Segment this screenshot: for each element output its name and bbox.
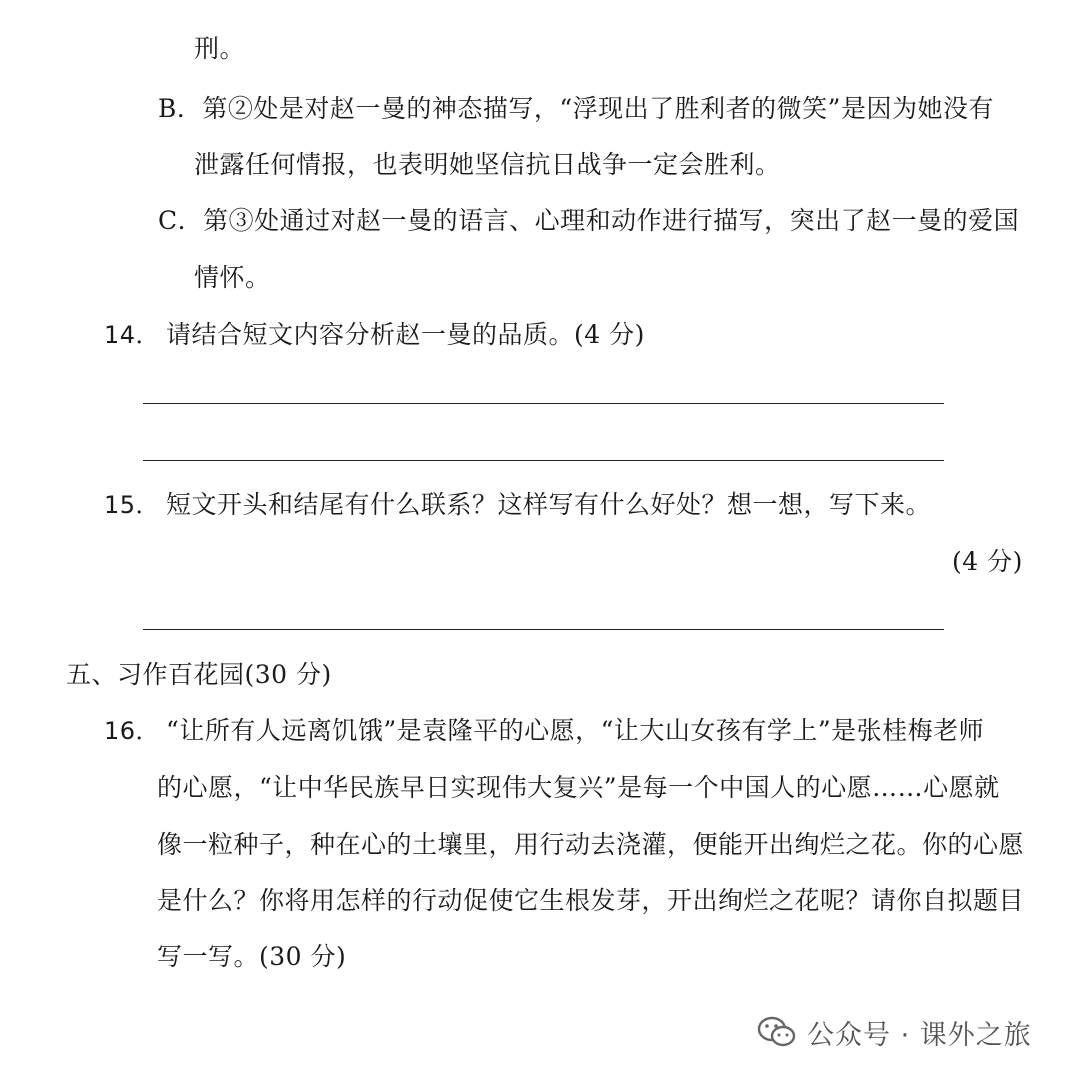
answer-line-15-1 [143, 629, 944, 630]
option-b-line1: 第②处是对赵一曼的神态描写，“浮现出了胜利者的微笑”是因为她没有 [202, 94, 994, 123]
watermark [757, 1012, 1032, 1052]
option-a-tail: 刑。 [194, 34, 246, 63]
section-5-title: 五、习作百花园(30 分) [66, 660, 332, 689]
option-c-line2: 情怀。 [194, 263, 271, 292]
answer-line-14-2 [143, 460, 944, 461]
option-b-line2: 泄露任何情报，也表明她坚信抗日战争一定会胜利。 [194, 150, 781, 179]
question-14-text: 请结合短文内容分析赵一曼的品质。(4 分) [166, 320, 645, 349]
question-16 [104, 714, 984, 748]
wechat-icon [757, 1015, 797, 1049]
question-16-number: 16． [104, 717, 161, 745]
question-15 [104, 488, 931, 522]
question-16-line2: 的心愿，“让中华民族早日实现伟大复兴”是每一个中国人的心愿……心愿就 [157, 773, 1000, 802]
answer-line-14-1 [143, 403, 944, 404]
option-b [158, 92, 994, 126]
question-16-line5: 写一写。(30 分) [157, 942, 347, 971]
question-16-line1: “让所有人远离饥饿”是袁隆平的心愿，“让大山女孩有学上”是张桂梅老师 [166, 716, 985, 745]
question-15-score: (4 分) [952, 547, 1023, 576]
watermark-text: 公众号 · 课外之旅 [807, 1019, 1032, 1051]
option-c-line1: 第③处通过对赵一曼的语言、心理和动作进行描写，突出了赵一曼的爱国 [203, 206, 1020, 235]
question-16-line3: 像一粒种子，种在心的土壤里，用行动去浇灌，便能开出绚烂之花。你的心愿 [157, 830, 1025, 859]
question-15-text: 短文开头和结尾有什么联系？这样写有什么好处？想一想，写下来。 [166, 490, 932, 519]
question-14-number: 14． [104, 321, 161, 349]
option-b-label: B． [158, 94, 203, 123]
option-c-label: C． [158, 206, 204, 235]
question-15-number: 15． [104, 491, 161, 519]
question-16-line4: 是什么？你将用怎样的行动促使它生根发芽，开出绚烂之花呢？请你自拟题目 [157, 886, 1025, 915]
question-14 [104, 318, 645, 352]
option-c [158, 204, 1019, 238]
